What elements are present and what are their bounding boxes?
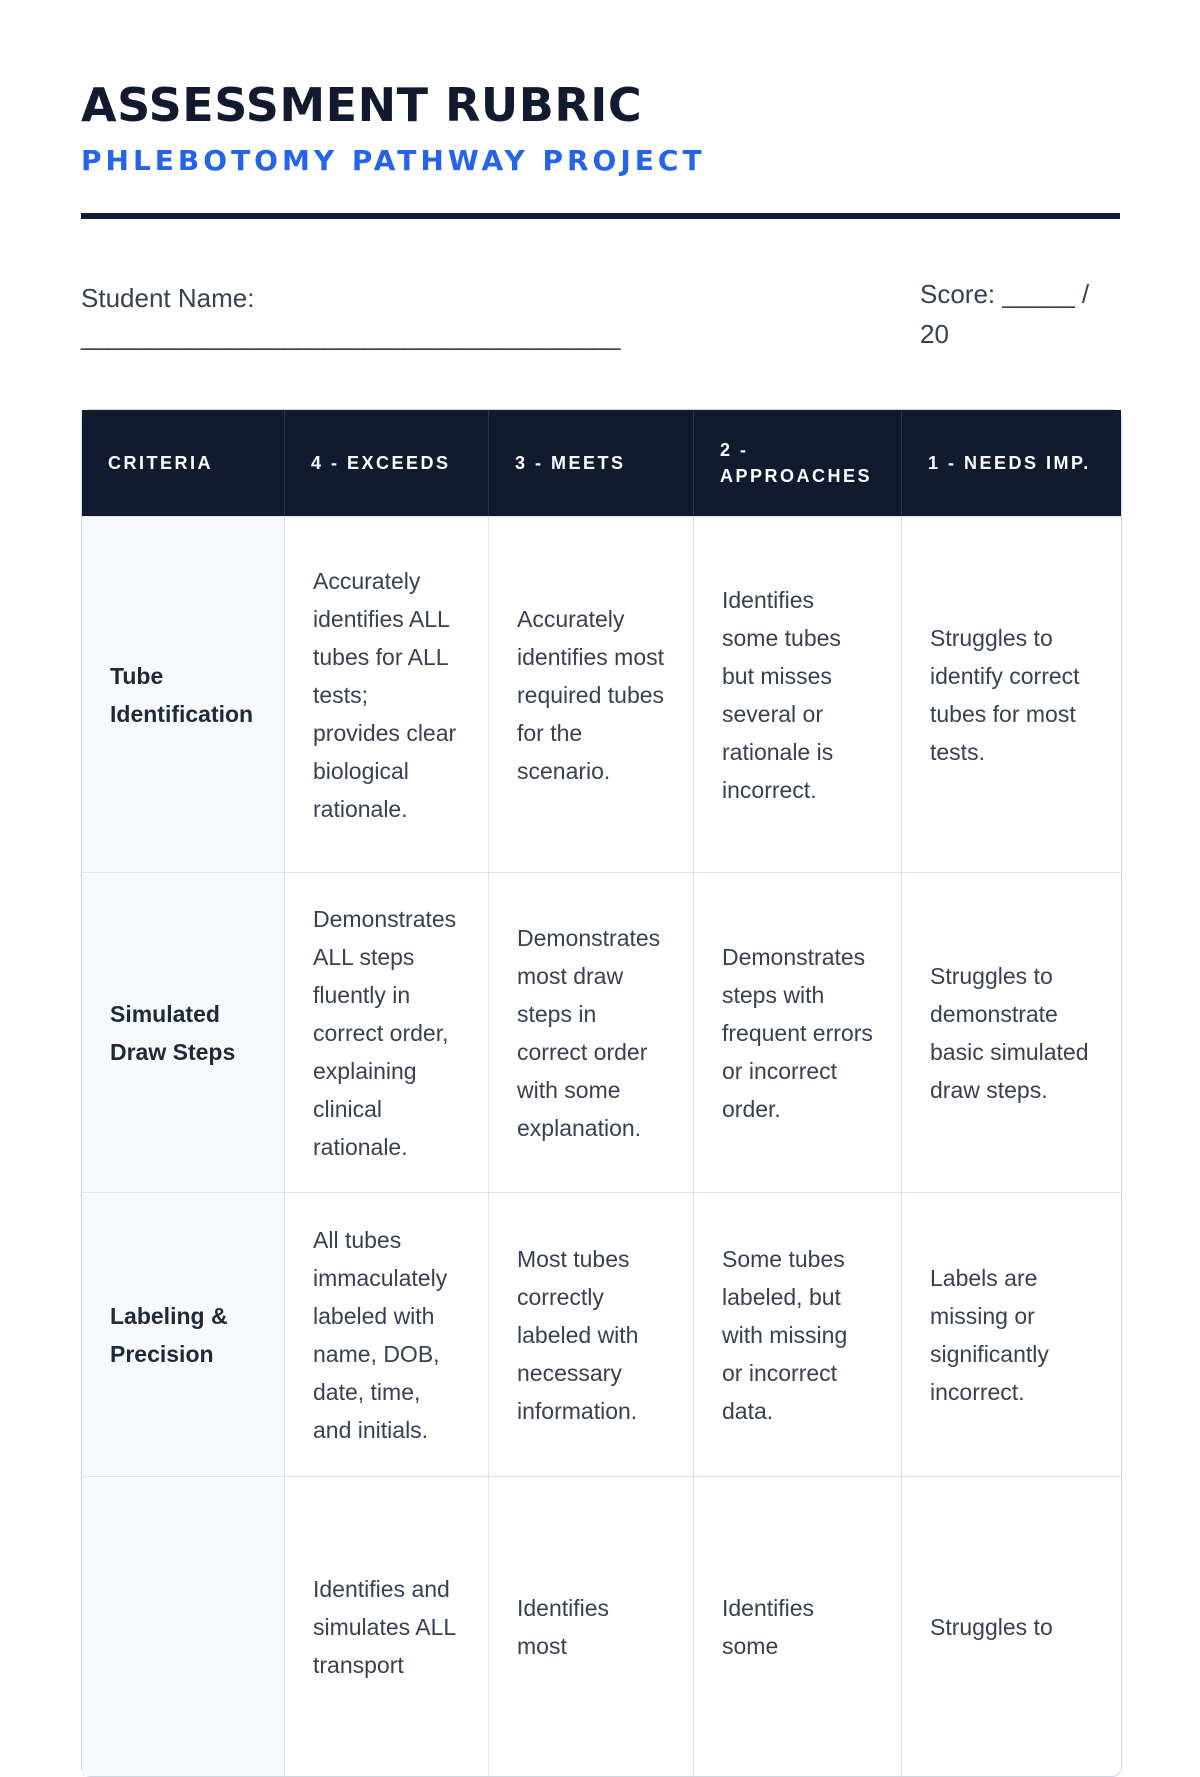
score-field: Score: _____ / 20: [920, 279, 1090, 349]
meets-cell: Identifies most: [489, 1476, 694, 1776]
page-subtitle: PHLEBOTOMY PATHWAY PROJECT: [81, 144, 706, 177]
table-row: [82, 1476, 1121, 1776]
exceeds-cell: All tubes immaculately labeled with name, DOB, date, time, and initials.: [285, 1192, 489, 1476]
table-row: [82, 516, 1121, 872]
student-name-label: Student Name:: [81, 283, 255, 313]
exceeds-cell: Identifies and simulates ALL transport: [285, 1476, 489, 1776]
table-header-row: [82, 410, 1121, 516]
approaches-cell: Some tubes labeled, but with missing or incorrect data.: [694, 1192, 902, 1476]
table-row: [82, 872, 1121, 1192]
meets-cell: Accurately identifies most required tubes for the scenario.: [489, 516, 694, 872]
criteria-cell: [82, 1476, 285, 1776]
criteria-cell: Simulated Draw Steps: [82, 872, 285, 1192]
student-name-blank: ________________________________________: [81, 321, 620, 351]
header-criteria: CRITERIA: [82, 410, 285, 516]
header-meets: 3 - MEETS: [489, 410, 694, 516]
approaches-cell: Identifies some: [694, 1476, 902, 1776]
rubric-table: [81, 409, 1122, 1777]
criteria-cell: Tube Identification: [82, 516, 285, 872]
header-exceeds: 4 - EXCEEDS: [285, 410, 489, 516]
criteria-cell: Labeling & Precision: [82, 1192, 285, 1476]
meets-cell: Most tubes correctly labeled with necessary information.: [489, 1192, 694, 1476]
needs-cell: Struggles to identify correct tubes for most tests.: [902, 516, 1121, 872]
meets-cell: Demonstrates most draw steps in correct order with some explanation.: [489, 872, 694, 1192]
needs-cell: Labels are missing or significantly incorrect.: [902, 1192, 1121, 1476]
needs-cell: Struggles to: [902, 1476, 1121, 1776]
header-needs-improvement: 1 - NEEDS IMP.: [902, 410, 1121, 516]
approaches-cell: Demonstrates steps with frequent errors or incorrect order.: [694, 872, 902, 1192]
needs-cell: Struggles to demonstrate basic simulated draw steps.: [902, 872, 1121, 1192]
header-approaches: 2 - APPROACHES: [694, 410, 902, 516]
exceeds-cell: Demonstrates ALL steps fluently in correct order, explaining clinical rationale.: [285, 872, 489, 1192]
exceeds-cell: Accurately identifies ALL tubes for ALL tests; provides clear biological rationale.: [285, 516, 489, 872]
table-row: [82, 1192, 1121, 1476]
approaches-cell: Identifies some tubes but misses several or rationale is incorrect.: [694, 516, 902, 872]
page-title: ASSESSMENT RUBRIC: [81, 78, 643, 132]
student-name-field: [81, 278, 721, 356]
header-divider: [81, 213, 1120, 219]
